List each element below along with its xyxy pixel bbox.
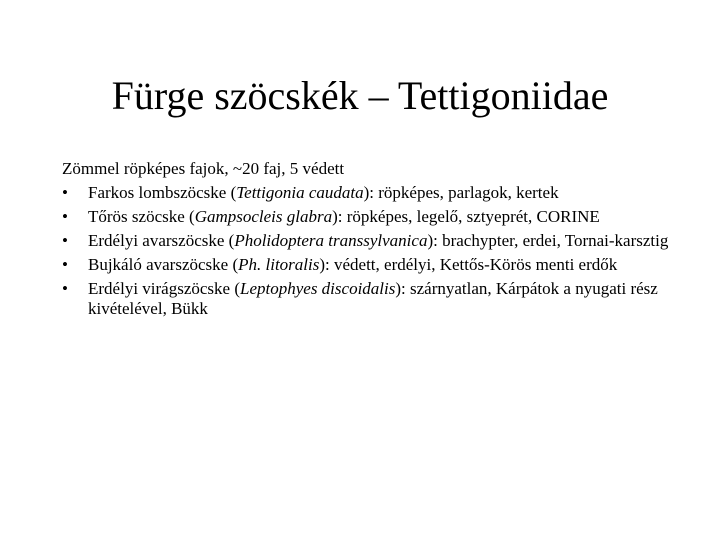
species-name: Leptophyes discoidalis <box>240 279 396 298</box>
bullet-text-after: ): szárnyatlan, Kárpátok a nyugati rész kivételével, Bükk <box>88 279 658 318</box>
bullet-list <box>62 183 702 319</box>
bullet-text-after: ): röpképes, parlagok, kertek <box>363 183 559 202</box>
slide-body <box>62 159 702 323</box>
bullet-item <box>62 231 702 251</box>
species-name: Pholidoptera transsylvanica <box>234 231 428 250</box>
bullet-text-after: ): védett, erdélyi, Kettős-Körös menti erdők <box>319 255 618 274</box>
bullet-text-before: Farkos lombszöcske ( <box>88 183 237 202</box>
bullet-item <box>62 207 702 227</box>
bullet-text-before: Erdélyi virágszöcske ( <box>88 279 240 298</box>
bullet-text-before: Bujkáló avarszöcske ( <box>88 255 239 274</box>
species-name: Gampsocleis glabra <box>194 207 333 226</box>
bullet-icon: • <box>62 183 68 202</box>
species-name: Ph. litoralis <box>238 255 320 274</box>
species-name: Tettigonia caudata <box>236 183 364 202</box>
bullet-text-after: ): brachypter, erdei, Tornai-karsztig <box>427 231 669 250</box>
bullet-icon: • <box>62 207 68 226</box>
slide-title: Fürge szöcskék – Tettigoniidae <box>111 73 609 118</box>
bullet-item <box>62 255 702 275</box>
bullet-icon: • <box>62 231 68 250</box>
bullet-text-before: Tőrös szöcske ( <box>88 207 195 226</box>
intro-text: Zömmel röpképes fajok, ~20 faj, 5 védett <box>62 159 345 178</box>
bullet-icon: • <box>62 255 68 274</box>
bullet-text-after: ): röpképes, legelő, sztyeprét, CORINE <box>332 207 600 226</box>
bullet-icon: • <box>62 279 68 298</box>
bullet-text-before: Erdélyi avarszöcske ( <box>88 231 235 250</box>
bullet-item <box>62 279 702 319</box>
bullet-item <box>62 183 702 203</box>
